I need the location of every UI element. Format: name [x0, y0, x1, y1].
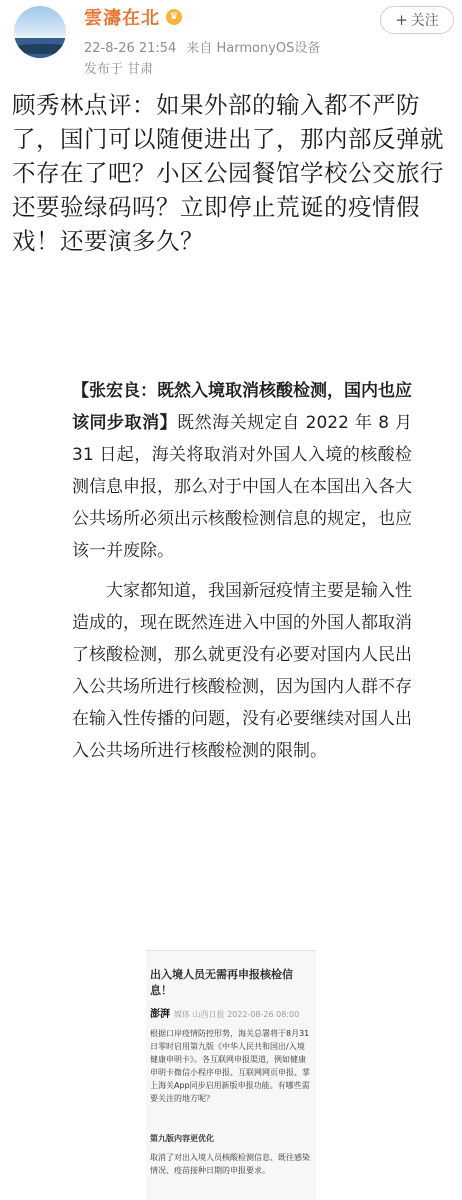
article-paragraph-1 — [72, 375, 412, 567]
follow-label: 关注 — [410, 13, 439, 29]
news-screenshot-image[interactable] — [146, 950, 316, 1200]
post-header — [0, 0, 462, 90]
post-meta — [84, 37, 320, 56]
article-paragraph-2: 大家都知道，我国新冠疫情主要是输入性造成的，现在既然连进入中国的外国人都取消了核酸检测，那么就更没有必要对国内人民出入公共场所进行核酸检测，因为国内人群不存在输入性传播的问题，没有必要继续对国人出入公共场所进行核酸检测的限制。 — [72, 581, 412, 761]
news-source-logo: 澎湃 — [150, 1009, 170, 1020]
news-subhead: 第九版内容更优化 — [150, 1134, 214, 1143]
news-title: 出入境人员无需再申报核检信息！ — [150, 968, 293, 997]
article-paragraph-1-rest: 既然海关规定自 2022 年 8 月 31 日起，海关将取消对外国人入境的核酸检测信息申报，那么对于中国人在本国出入各大公共场所必须出示核酸检测信息的规定，也应该一并废除。 — [72, 413, 413, 561]
plus-icon: + — [395, 11, 408, 29]
news-source-meta: 媒体 山西日报 2022-08-26 08:00 — [174, 1010, 300, 1019]
post-device: 来自 HarmonyOS设备 — [186, 41, 321, 56]
news-source — [150, 1005, 299, 1020]
username[interactable]: 雲濤在北 — [84, 8, 160, 29]
article-bold-lead: 【张宏良：既然入境取消核酸检测，国内也应该同步取消】 — [72, 381, 412, 433]
follow-button[interactable] — [380, 6, 454, 34]
crown-icon: ♛ — [166, 9, 182, 25]
article-image[interactable] — [72, 375, 412, 767]
news-body: 根据口岸疫情防控形势，海关总署将于8月31日零时启用第九版《中华人民共和国出/入境健康申明卡》。各互联网申报渠道，例如健康申明卡微信小程序申报、互联网网页申报、掌上海关App同步启用新版申报功能。有哪些需要关注的地方呢？ — [150, 1029, 310, 1103]
avatar[interactable] — [14, 6, 66, 58]
news-body-2: 取消了对出入境人员核酸检测信息、既往感染情况、疫苗接种日期的申报要求。 — [150, 1153, 310, 1175]
username-row — [84, 4, 182, 30]
post-timestamp: 22-8-26 21:54 — [84, 41, 177, 56]
post-location: 发布于 甘肃 — [84, 62, 154, 77]
post-text: 顾秀林点评：如果外部的输入都不严防了，国门可以随便进出了，那内部反弹就不存在了吧？小区公园餐馆学校公交旅行还要验绿码吗？立即停止荒诞的疫情假戏！还要演多久？ — [12, 91, 444, 255]
avatar-shore — [14, 44, 66, 54]
